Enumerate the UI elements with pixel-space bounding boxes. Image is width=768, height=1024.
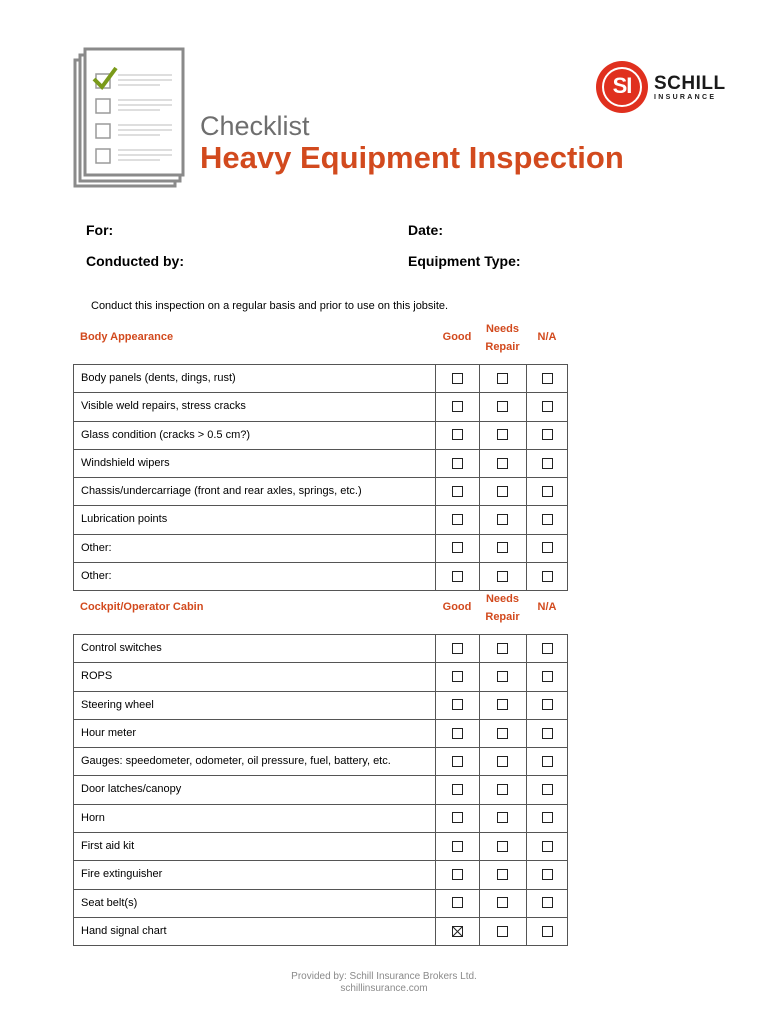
checkbox-good[interactable] <box>452 699 463 710</box>
checklist-row <box>74 805 567 833</box>
checkbox-needs-repair[interactable] <box>497 514 508 525</box>
checkbox-good[interactable] <box>452 458 463 469</box>
cell-needs-repair <box>479 833 526 860</box>
column-needs-line1: Needs <box>485 323 520 335</box>
checklist-item-label: Glass condition (cracks > 0.5 cm?) <box>81 428 251 441</box>
checkbox-good[interactable] <box>452 542 463 553</box>
footer <box>0 971 768 995</box>
checkbox-needs-repair[interactable] <box>497 728 508 739</box>
cell-needs-repair <box>479 422 526 449</box>
title-block <box>200 110 624 175</box>
checklist-item-label: Other: <box>81 570 112 583</box>
cell-good <box>435 478 479 505</box>
checkbox-needs-repair[interactable] <box>497 756 508 767</box>
checklist-item-label: Door latches/canopy <box>81 783 182 796</box>
checkbox-needs-repair[interactable] <box>497 486 508 497</box>
cell-na <box>526 748 568 775</box>
cell-needs-repair <box>479 748 526 775</box>
cell-needs-repair <box>479 861 526 888</box>
checkbox-good[interactable] <box>452 401 463 412</box>
cell-good <box>435 861 479 888</box>
cell-na <box>526 506 568 533</box>
checklist-row <box>74 748 567 776</box>
cell-na <box>526 478 568 505</box>
cell-good <box>435 635 479 662</box>
checklist-row <box>74 833 567 861</box>
page-title: Heavy Equipment Inspection <box>200 140 624 175</box>
footer-website: schillinsurance.com <box>340 983 428 994</box>
checkbox-needs-repair[interactable] <box>497 897 508 908</box>
checkbox-needs-repair[interactable] <box>497 429 508 440</box>
checkbox-na[interactable] <box>542 429 553 440</box>
cell-na <box>526 635 568 662</box>
field-conducted-by: Conducted by: <box>86 253 184 269</box>
cell-needs-repair <box>479 692 526 719</box>
cell-needs-repair <box>479 450 526 477</box>
cell-good <box>435 365 479 392</box>
checklist-row <box>74 890 567 918</box>
checkbox-good[interactable] <box>452 643 463 654</box>
cell-na <box>526 563 568 590</box>
cell-na <box>526 422 568 449</box>
column-needs-line2: Repair <box>485 611 520 623</box>
cell-good <box>435 393 479 420</box>
cell-good <box>435 692 479 719</box>
checkbox-needs-repair[interactable] <box>497 699 508 710</box>
checkbox-na[interactable] <box>542 897 553 908</box>
logo-subtitle: INSURANCE <box>654 94 717 101</box>
cell-needs-repair <box>479 805 526 832</box>
checkbox-na[interactable] <box>542 784 553 795</box>
schill-logo <box>596 61 736 115</box>
checkbox-na[interactable] <box>542 671 553 682</box>
checkbox-needs-repair[interactable] <box>497 401 508 412</box>
checkbox-good[interactable] <box>452 486 463 497</box>
checkbox-na[interactable] <box>542 728 553 739</box>
cell-na <box>526 692 568 719</box>
cell-needs-repair <box>479 918 526 945</box>
cell-needs-repair <box>479 663 526 690</box>
checkbox-needs-repair[interactable] <box>497 784 508 795</box>
column-good: Good <box>442 601 472 613</box>
checklist-item-label: Hand signal chart <box>81 924 167 937</box>
cell-needs-repair <box>479 393 526 420</box>
checklist-row <box>74 635 567 663</box>
checkbox-good[interactable] <box>452 429 463 440</box>
cell-good <box>435 422 479 449</box>
checkbox-na[interactable] <box>542 643 553 654</box>
checkbox-good[interactable] <box>452 869 463 880</box>
cell-good <box>435 776 479 803</box>
cell-needs-repair <box>479 563 526 590</box>
checkbox-na[interactable] <box>542 699 553 710</box>
column-needs-line1: Needs <box>485 593 520 605</box>
checklist-row <box>74 720 567 748</box>
checklist-row <box>74 422 567 450</box>
checkbox-needs-repair[interactable] <box>497 373 508 384</box>
column-needs-repair <box>479 320 526 356</box>
footer-provider: Provided by: Schill Insurance Brokers Ltd. <box>291 971 477 982</box>
checkbox-good[interactable] <box>452 514 463 525</box>
checklist-item-label: Lubrication points <box>81 513 168 526</box>
cell-needs-repair <box>479 720 526 747</box>
column-needs-repair <box>479 590 526 626</box>
intro-text: Conduct this inspection on a regular basis and prior to use on this jobsite. <box>91 300 449 312</box>
checklist-row <box>74 478 567 506</box>
section-header <box>73 320 568 364</box>
checkbox-good[interactable] <box>452 728 463 739</box>
cell-good <box>435 890 479 917</box>
checklist-row <box>74 776 567 804</box>
checklist-item-label: ROPS <box>81 670 113 683</box>
cell-good <box>435 535 479 562</box>
checklist-section <box>73 590 568 946</box>
checkbox-needs-repair[interactable] <box>497 841 508 852</box>
checklist-item-label: Horn <box>81 811 105 824</box>
logo-name: SCHILL <box>654 73 726 94</box>
checklist-item-label: Visible weld repairs, stress cracks <box>81 400 246 413</box>
checkbox-needs-repair[interactable] <box>497 571 508 582</box>
checkbox-needs-repair[interactable] <box>497 812 508 823</box>
cell-good <box>435 720 479 747</box>
cell-needs-repair <box>479 478 526 505</box>
cell-needs-repair <box>479 635 526 662</box>
checkbox-needs-repair[interactable] <box>497 542 508 553</box>
field-equipment-type: Equipment Type: <box>408 253 521 269</box>
checkbox-needs-repair[interactable] <box>497 926 508 937</box>
cell-good <box>435 450 479 477</box>
checkbox-good[interactable] <box>452 841 463 852</box>
cell-needs-repair <box>479 535 526 562</box>
cell-na <box>526 720 568 747</box>
checklist-item-label: Gauges: speedometer, odometer, oil pressure, fuel, battery, etc. <box>81 755 391 768</box>
cell-na <box>526 890 568 917</box>
cell-needs-repair <box>479 506 526 533</box>
checkbox-good[interactable] <box>452 373 463 384</box>
checkbox-na[interactable] <box>542 486 553 497</box>
checkbox-na[interactable] <box>542 812 553 823</box>
cell-good <box>435 833 479 860</box>
checklist-row <box>74 365 567 393</box>
checklist-item-label: Seat belt(s) <box>81 896 138 909</box>
field-date: Date: <box>408 222 444 238</box>
checklist-row <box>74 918 567 946</box>
checklist-item-label: Other: <box>81 541 112 554</box>
checklist-item-label: Steering wheel <box>81 698 154 711</box>
cell-na <box>526 861 568 888</box>
cell-na <box>526 450 568 477</box>
checklist-item-label: Chassis/undercarriage (front and rear axles, springs, etc.) <box>81 485 362 498</box>
checklist-rows <box>73 364 568 591</box>
page-subtitle: Checklist <box>200 111 310 141</box>
checkbox-good[interactable] <box>452 571 463 582</box>
checkbox-na[interactable] <box>542 458 553 469</box>
checklist-item-label: Body panels (dents, dings, rust) <box>81 372 236 384</box>
section-header <box>73 590 568 634</box>
checkbox-good[interactable] <box>452 671 463 682</box>
checkbox-na[interactable] <box>542 756 553 767</box>
checklist-row <box>74 563 567 591</box>
cell-good <box>435 748 479 775</box>
column-na: N/A <box>537 601 557 613</box>
checkbox-na[interactable] <box>542 542 553 553</box>
cell-na <box>526 393 568 420</box>
cell-good <box>435 918 479 945</box>
checklist-item-label: Fire extinguisher <box>81 868 163 881</box>
checkbox-good[interactable] <box>452 756 463 767</box>
checkbox-na[interactable] <box>542 401 553 412</box>
cell-na <box>526 663 568 690</box>
cell-na <box>526 535 568 562</box>
checkbox-needs-repair[interactable] <box>497 643 508 654</box>
checklist-row <box>74 506 567 534</box>
checklist-item-label: Hour meter <box>81 726 137 739</box>
cell-needs-repair <box>479 776 526 803</box>
cell-na <box>526 918 568 945</box>
checklist-section <box>73 320 568 591</box>
logo-mark-text: SI <box>612 73 632 98</box>
checkbox-needs-repair[interactable] <box>497 458 508 469</box>
cell-na <box>526 776 568 803</box>
checklist-item-label: Windshield wipers <box>81 456 170 469</box>
checklist-row <box>74 535 567 563</box>
checklist-row <box>74 450 567 478</box>
checkbox-good[interactable] <box>452 926 463 937</box>
cell-na <box>526 805 568 832</box>
checkbox-needs-repair[interactable] <box>497 671 508 682</box>
checkbox-na[interactable] <box>542 841 553 852</box>
checklist-row <box>74 861 567 889</box>
checklist-row <box>74 692 567 720</box>
checkbox-na[interactable] <box>542 926 553 937</box>
checkbox-good[interactable] <box>452 897 463 908</box>
section-title: Cockpit/Operator Cabin <box>80 601 204 613</box>
column-na: N/A <box>537 331 557 343</box>
checklist-item-label: Control switches <box>81 642 162 654</box>
cell-good <box>435 506 479 533</box>
checklist-row <box>74 663 567 691</box>
checklist-rows <box>73 634 568 946</box>
checkbox-good[interactable] <box>452 784 463 795</box>
checkbox-good[interactable] <box>452 812 463 823</box>
cell-good <box>435 663 479 690</box>
field-for: For: <box>86 222 114 238</box>
column-good: Good <box>442 331 472 343</box>
checkbox-needs-repair[interactable] <box>497 869 508 880</box>
checkbox-na[interactable] <box>542 571 553 582</box>
checkbox-na[interactable] <box>542 869 553 880</box>
cell-needs-repair <box>479 365 526 392</box>
section-title: Body Appearance <box>80 331 174 343</box>
cell-good <box>435 805 479 832</box>
checklist-row <box>74 393 567 421</box>
cell-good <box>435 563 479 590</box>
cell-na <box>526 365 568 392</box>
cell-needs-repair <box>479 890 526 917</box>
column-needs-line2: Repair <box>485 341 520 353</box>
cell-na <box>526 833 568 860</box>
checklist-item-label: First aid kit <box>81 840 135 853</box>
checkbox-na[interactable] <box>542 514 553 525</box>
checkbox-na[interactable] <box>542 373 553 384</box>
checklist-clipboard-icon <box>72 46 186 188</box>
